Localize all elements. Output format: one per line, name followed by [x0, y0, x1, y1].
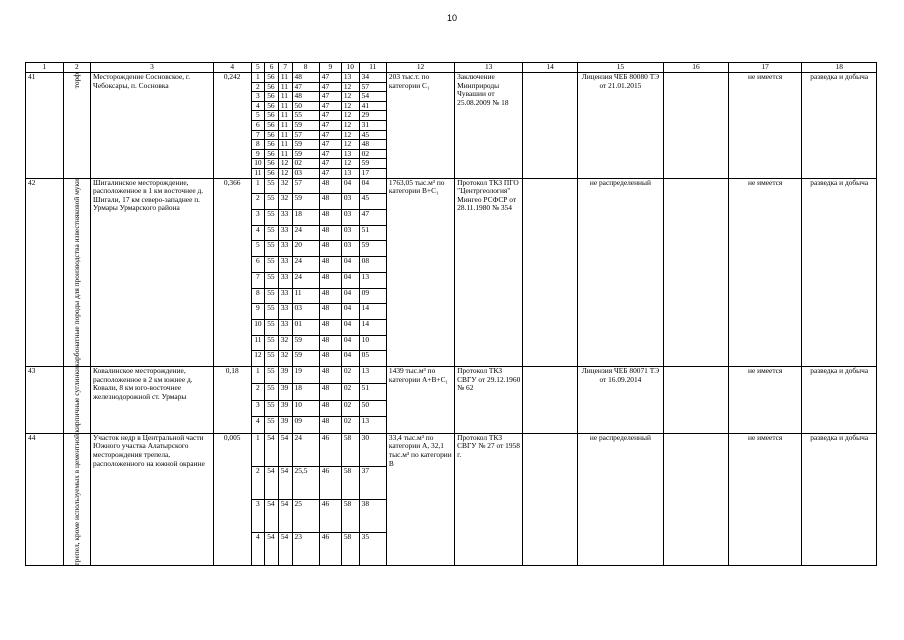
- deposit-location: Шигалинское месторождение, расположенное в 1 км восточнее д. Шигали, 17 км северо-западнее п. Урмары Урмарского района: [91, 178, 214, 367]
- deposit-location: Ковалинское месторождение, расположенное в 2 км южнее д. Ковали, 8 км юго-восточнее железнодорожной ст. Урмары: [91, 367, 214, 434]
- coordinate-value: 48: [319, 225, 341, 241]
- coordinate-value: 01: [292, 320, 319, 336]
- coordinate-value: 11: [278, 130, 292, 140]
- coordinate-value: 50: [359, 400, 386, 417]
- coordinate-value: 03: [292, 304, 319, 320]
- coordinate-value: 48: [359, 140, 386, 150]
- coordinate-value: 30: [359, 433, 386, 466]
- coordinate-value: 47: [319, 120, 341, 130]
- coordinate-value: 39: [278, 383, 292, 400]
- table-row: [26, 178, 877, 194]
- coordinate-value: 12: [278, 159, 292, 169]
- coordinate-value: 12: [341, 101, 359, 111]
- coordinate-value: 03: [292, 168, 319, 178]
- coordinate-value: 39: [278, 400, 292, 417]
- coordinate-value: 35: [359, 533, 386, 566]
- point-number: 3: [251, 209, 265, 225]
- coordinate-value: 02: [341, 400, 359, 417]
- deposit-location: Месторождение Сосновское, г. Чебоксары, п. Сосновка: [91, 73, 214, 179]
- coordinate-value: 57: [292, 178, 319, 194]
- point-number: 12: [251, 351, 265, 367]
- coordinate-value: 25: [292, 500, 319, 533]
- approval-document: Протокол ТКЗ СВГУ от 29.12.1960 № 62: [455, 367, 523, 434]
- column-14-cell: [523, 433, 578, 566]
- point-number: 1: [251, 73, 265, 83]
- coordinate-value: 56: [265, 101, 279, 111]
- coordinate-value: 04: [341, 288, 359, 304]
- license-status: не распределенный: [577, 178, 663, 367]
- coordinate-value: 03: [341, 194, 359, 210]
- coordinate-value: 54: [278, 466, 292, 499]
- coordinate-value: 55: [265, 351, 279, 367]
- coordinate-value: 47: [319, 73, 341, 83]
- coordinate-value: 57: [359, 82, 386, 92]
- usage-purpose: разведка и добыча: [802, 178, 877, 367]
- coordinate-value: 18: [292, 209, 319, 225]
- point-number: 2: [251, 194, 265, 210]
- column-header: 3: [91, 63, 214, 73]
- coordinate-value: 12: [341, 140, 359, 150]
- point-number: 2: [251, 383, 265, 400]
- coordinate-value: 12: [341, 120, 359, 130]
- column-header: 13: [455, 63, 523, 73]
- coordinate-value: 11: [278, 101, 292, 111]
- coordinate-value: 33: [278, 209, 292, 225]
- coordinate-value: 56: [265, 149, 279, 159]
- mineral-type: карбонатные породы для производства известняковой муки: [71, 178, 81, 367]
- reserves: 1763,05 тыс.м³ по категории В+С₁: [386, 178, 454, 367]
- coordinate-value: 45: [359, 130, 386, 140]
- reserves: 203 тыс.т. по категории С₁: [386, 73, 454, 179]
- coordinate-value: 11: [278, 73, 292, 83]
- coordinate-value: 47: [292, 82, 319, 92]
- coordinate-value: 47: [319, 82, 341, 92]
- coordinate-value: 54: [265, 533, 279, 566]
- coordinate-value: 03: [341, 225, 359, 241]
- coordinate-value: 51: [359, 225, 386, 241]
- coordinate-value: 04: [341, 304, 359, 320]
- coordinate-value: 11: [278, 111, 292, 121]
- coordinate-value: 24: [292, 257, 319, 273]
- coordinate-value: 38: [359, 500, 386, 533]
- coordinate-value: 58: [341, 466, 359, 499]
- column-16-cell: [663, 367, 728, 434]
- coordinate-value: 48: [319, 304, 341, 320]
- coordinate-value: 17: [359, 168, 386, 178]
- coordinate-value: 13: [359, 272, 386, 288]
- coordinate-value: 25,5: [292, 466, 319, 499]
- coordinate-value: 47: [319, 149, 341, 159]
- column-14-cell: [523, 178, 578, 367]
- coordinate-value: 39: [278, 417, 292, 434]
- coordinate-value: 04: [341, 320, 359, 336]
- column-14-cell: [523, 367, 578, 434]
- coordinate-value: 47: [319, 140, 341, 150]
- coordinate-value: 59: [292, 335, 319, 351]
- column-header: 6: [265, 63, 279, 73]
- point-number: 11: [251, 335, 265, 351]
- column-header: 1: [26, 63, 64, 73]
- coordinate-value: 55: [265, 383, 279, 400]
- coordinate-value: 05: [359, 351, 386, 367]
- coordinate-value: 54: [359, 92, 386, 102]
- coordinate-value: 56: [265, 130, 279, 140]
- coordinate-value: 58: [341, 500, 359, 533]
- coordinate-value: 58: [341, 433, 359, 466]
- coordinate-value: 32: [278, 335, 292, 351]
- encumbrance-status: не имеется: [728, 367, 801, 434]
- point-number: 5: [251, 241, 265, 257]
- coordinate-value: 11: [278, 82, 292, 92]
- column-header: 15: [577, 63, 663, 73]
- column-header: 8: [292, 63, 319, 73]
- column-header: 12: [386, 63, 454, 73]
- coordinate-value: 20: [292, 241, 319, 257]
- table-row: [26, 367, 877, 384]
- point-number: 4: [251, 533, 265, 566]
- coordinate-value: 47: [319, 92, 341, 102]
- mineral-type: торф: [71, 73, 81, 89]
- coordinate-value: 33: [278, 241, 292, 257]
- coordinate-value: 54: [278, 533, 292, 566]
- encumbrance-status: не имеется: [728, 433, 801, 566]
- coordinate-value: 09: [292, 417, 319, 434]
- column-header: 5: [251, 63, 265, 73]
- reserves: 33,4 тыс.м³ по категории А, 32,1 тыс.м³ по категории В: [386, 433, 454, 566]
- coordinate-value: 47: [359, 209, 386, 225]
- coordinate-value: 59: [292, 140, 319, 150]
- mineral-type-cell: [63, 433, 90, 566]
- approval-document: Протокол ТКЗ ПГО "Центргеология" Мингео РСФСР от 28.11.1980 № 354: [455, 178, 523, 367]
- coordinate-value: 03: [341, 209, 359, 225]
- column-header: 18: [802, 63, 877, 73]
- coordinate-value: 33: [278, 320, 292, 336]
- encumbrance-status: не имеется: [728, 178, 801, 367]
- coordinate-value: 55: [265, 320, 279, 336]
- deposit-location: Участок недр в Центральной части Южного участка Алатырского месторождения трепела, расположенного на южной окраине: [91, 433, 214, 566]
- coordinate-value: 54: [278, 500, 292, 533]
- point-number: 9: [251, 304, 265, 320]
- coordinate-value: 48: [319, 400, 341, 417]
- coordinate-value: 32: [278, 178, 292, 194]
- column-header: 16: [663, 63, 728, 73]
- point-number: 1: [251, 178, 265, 194]
- coordinate-value: 48: [319, 383, 341, 400]
- coordinate-value: 55: [265, 400, 279, 417]
- coordinate-value: 12: [341, 111, 359, 121]
- point-number: 4: [251, 417, 265, 434]
- coordinate-value: 32: [278, 194, 292, 210]
- coordinate-value: 08: [359, 257, 386, 273]
- point-number: 10: [251, 159, 265, 169]
- coordinate-value: 46: [319, 500, 341, 533]
- column-header: 4: [213, 63, 251, 73]
- coordinate-value: 04: [341, 272, 359, 288]
- coordinate-value: 11: [292, 288, 319, 304]
- coordinate-value: 32: [278, 351, 292, 367]
- approval-document: Протокол ТКЗ СВГУ № 27 от 1958 г.: [455, 433, 523, 566]
- coordinate-value: 48: [319, 367, 341, 384]
- coordinate-value: 11: [278, 140, 292, 150]
- coordinate-value: 04: [341, 351, 359, 367]
- mineral-type: кирпичные суглинки: [71, 367, 81, 433]
- license-status: Лицензия ЧЕБ 80080 ТЭ от 21.01.2015: [577, 73, 663, 179]
- point-number: 4: [251, 101, 265, 111]
- point-number: 5: [251, 111, 265, 121]
- column-header: 11: [359, 63, 386, 73]
- point-number: 2: [251, 466, 265, 499]
- coordinate-value: 02: [341, 417, 359, 434]
- coordinate-value: 23: [292, 533, 319, 566]
- column-header: 10: [341, 63, 359, 73]
- coordinate-value: 56: [265, 168, 279, 178]
- coordinate-value: 57: [292, 130, 319, 140]
- coordinate-value: 48: [319, 272, 341, 288]
- coordinate-value: 47: [319, 130, 341, 140]
- column-16-cell: [663, 73, 728, 179]
- coordinate-value: 59: [292, 351, 319, 367]
- entry-number: 41: [26, 73, 64, 179]
- coordinate-value: 54: [278, 433, 292, 466]
- approval-document: Заключение Минприроды Чувашии от 25.08.2009 № 18: [455, 73, 523, 179]
- coordinate-value: 02: [341, 383, 359, 400]
- coordinate-value: 39: [278, 367, 292, 384]
- coordinate-value: 13: [359, 367, 386, 384]
- coordinate-value: 34: [359, 73, 386, 83]
- coordinate-value: 55: [265, 272, 279, 288]
- column-number-row: [26, 63, 877, 73]
- coordinate-value: 12: [278, 168, 292, 178]
- coordinate-value: 45: [359, 194, 386, 210]
- coordinate-value: 24: [292, 225, 319, 241]
- point-number: 10: [251, 320, 265, 336]
- coordinate-value: 47: [319, 159, 341, 169]
- coordinate-value: 56: [265, 120, 279, 130]
- table-row: [26, 433, 877, 466]
- point-number: 7: [251, 130, 265, 140]
- coordinate-value: 48: [319, 194, 341, 210]
- coordinate-value: 55: [265, 288, 279, 304]
- usage-purpose: разведка и добыча: [802, 73, 877, 179]
- coordinate-value: 12: [341, 82, 359, 92]
- usage-purpose: разведка и добыча: [802, 367, 877, 434]
- coordinate-value: 51: [359, 383, 386, 400]
- coordinate-value: 31: [359, 120, 386, 130]
- coordinate-value: 59: [292, 194, 319, 210]
- coordinate-value: 46: [319, 533, 341, 566]
- coordinate-value: 10: [359, 335, 386, 351]
- coordinate-value: 50: [292, 101, 319, 111]
- point-number: 6: [251, 120, 265, 130]
- license-status: не распределенный: [577, 433, 663, 566]
- coordinate-value: 37: [359, 466, 386, 499]
- encumbrance-status: не имеется: [728, 73, 801, 179]
- coordinate-value: 48: [319, 241, 341, 257]
- page-number: 10: [446, 13, 457, 23]
- entry-number: 43: [26, 367, 64, 434]
- coordinate-value: 14: [359, 304, 386, 320]
- coordinate-value: 48: [319, 417, 341, 434]
- coordinate-value: 48: [319, 351, 341, 367]
- area-km2: 0,242: [213, 73, 251, 179]
- mineral-type-cell: [63, 73, 90, 179]
- coordinate-value: 48: [319, 320, 341, 336]
- coordinate-value: 13: [341, 168, 359, 178]
- coordinate-value: 13: [341, 149, 359, 159]
- coordinate-value: 12: [341, 159, 359, 169]
- coordinate-value: 02: [292, 159, 319, 169]
- point-number: 3: [251, 500, 265, 533]
- column-14-cell: [523, 73, 578, 179]
- column-header: 17: [728, 63, 801, 73]
- point-number: 1: [251, 367, 265, 384]
- coordinate-value: 11: [278, 120, 292, 130]
- coordinate-value: 14: [359, 320, 386, 336]
- coordinate-value: 48: [292, 92, 319, 102]
- coordinate-value: 48: [292, 73, 319, 83]
- area-km2: 0,366: [213, 178, 251, 367]
- coordinate-value: 47: [319, 111, 341, 121]
- coordinate-value: 56: [265, 82, 279, 92]
- coordinate-value: 46: [319, 433, 341, 466]
- coordinate-value: 59: [359, 159, 386, 169]
- point-number: 11: [251, 168, 265, 178]
- coordinate-value: 55: [265, 304, 279, 320]
- mineral-type-cell: [63, 178, 90, 367]
- coordinate-value: 33: [278, 257, 292, 273]
- coordinate-value: 55: [265, 241, 279, 257]
- coordinate-value: 02: [341, 367, 359, 384]
- point-number: 8: [251, 140, 265, 150]
- coordinate-value: 02: [359, 149, 386, 159]
- coordinate-value: 04: [341, 178, 359, 194]
- point-number: 3: [251, 400, 265, 417]
- usage-purpose: разведка и добыча: [802, 433, 877, 566]
- coordinate-value: 55: [265, 194, 279, 210]
- coordinate-value: 55: [265, 417, 279, 434]
- deposits-table: [25, 62, 877, 566]
- coordinate-value: 13: [341, 73, 359, 83]
- mineral-type-cell: [63, 367, 90, 434]
- coordinate-value: 48: [319, 209, 341, 225]
- point-number: 9: [251, 149, 265, 159]
- entry-number: 42: [26, 178, 64, 367]
- coordinate-value: 56: [265, 73, 279, 83]
- point-number: 2: [251, 82, 265, 92]
- coordinate-value: 58: [341, 533, 359, 566]
- coordinate-value: 04: [341, 335, 359, 351]
- coordinate-value: 55: [265, 367, 279, 384]
- coordinate-value: 59: [292, 120, 319, 130]
- coordinate-value: 33: [278, 288, 292, 304]
- coordinate-value: 12: [341, 130, 359, 140]
- column-header: 14: [523, 63, 578, 73]
- column-header: 9: [319, 63, 341, 73]
- coordinate-value: 47: [319, 168, 341, 178]
- point-number: 6: [251, 257, 265, 273]
- column-header: 7: [278, 63, 292, 73]
- coordinate-value: 55: [265, 257, 279, 273]
- area-km2: 0,18: [213, 367, 251, 434]
- coordinate-value: 48: [319, 288, 341, 304]
- point-number: 1: [251, 433, 265, 466]
- coordinate-value: 12: [341, 92, 359, 102]
- coordinate-value: 09: [359, 288, 386, 304]
- coordinate-value: 11: [278, 92, 292, 102]
- coordinate-value: 04: [359, 178, 386, 194]
- mineral-type: трепел, кроме используемых в цементной: [71, 433, 81, 566]
- coordinate-value: 59: [359, 241, 386, 257]
- coordinate-value: 29: [359, 111, 386, 121]
- coordinate-value: 48: [319, 178, 341, 194]
- point-number: 4: [251, 225, 265, 241]
- coordinate-value: 33: [278, 304, 292, 320]
- coordinate-value: 55: [265, 209, 279, 225]
- point-number: 3: [251, 92, 265, 102]
- coordinate-value: 03: [341, 241, 359, 257]
- coordinate-value: 04: [341, 257, 359, 273]
- coordinate-value: 41: [359, 101, 386, 111]
- coordinate-value: 33: [278, 225, 292, 241]
- coordinate-value: 18: [292, 383, 319, 400]
- column-header: 2: [63, 63, 90, 73]
- coordinate-value: 11: [278, 149, 292, 159]
- coordinate-value: 55: [265, 225, 279, 241]
- coordinate-value: 48: [319, 335, 341, 351]
- coordinate-value: 54: [265, 500, 279, 533]
- coordinate-value: 54: [265, 433, 279, 466]
- coordinate-value: 24: [292, 272, 319, 288]
- coordinate-value: 13: [359, 417, 386, 434]
- entry-number: 44: [26, 433, 64, 566]
- coordinate-value: 59: [292, 149, 319, 159]
- table-row: [26, 73, 877, 83]
- coordinate-value: 47: [319, 101, 341, 111]
- coordinate-value: 56: [265, 159, 279, 169]
- reserves: 1439 тыс.м³ по категории А+В+С₁: [386, 367, 454, 434]
- coordinate-value: 33: [278, 272, 292, 288]
- coordinate-value: 54: [265, 466, 279, 499]
- coordinate-value: 56: [265, 92, 279, 102]
- coordinate-value: 56: [265, 140, 279, 150]
- coordinate-value: 55: [265, 178, 279, 194]
- column-16-cell: [663, 178, 728, 367]
- coordinate-value: 19: [292, 367, 319, 384]
- coordinate-value: 10: [292, 400, 319, 417]
- coordinate-value: 48: [319, 257, 341, 273]
- coordinate-value: 56: [265, 111, 279, 121]
- point-number: 8: [251, 288, 265, 304]
- coordinate-value: 55: [292, 111, 319, 121]
- coordinate-value: 46: [319, 466, 341, 499]
- column-16-cell: [663, 433, 728, 566]
- license-status: Лицензия ЧЕБ 80071 ТЭ от 16.09.2014: [577, 367, 663, 434]
- area-km2: 0,005: [213, 433, 251, 566]
- point-number: 7: [251, 272, 265, 288]
- coordinate-value: 24: [292, 433, 319, 466]
- coordinate-value: 55: [265, 335, 279, 351]
